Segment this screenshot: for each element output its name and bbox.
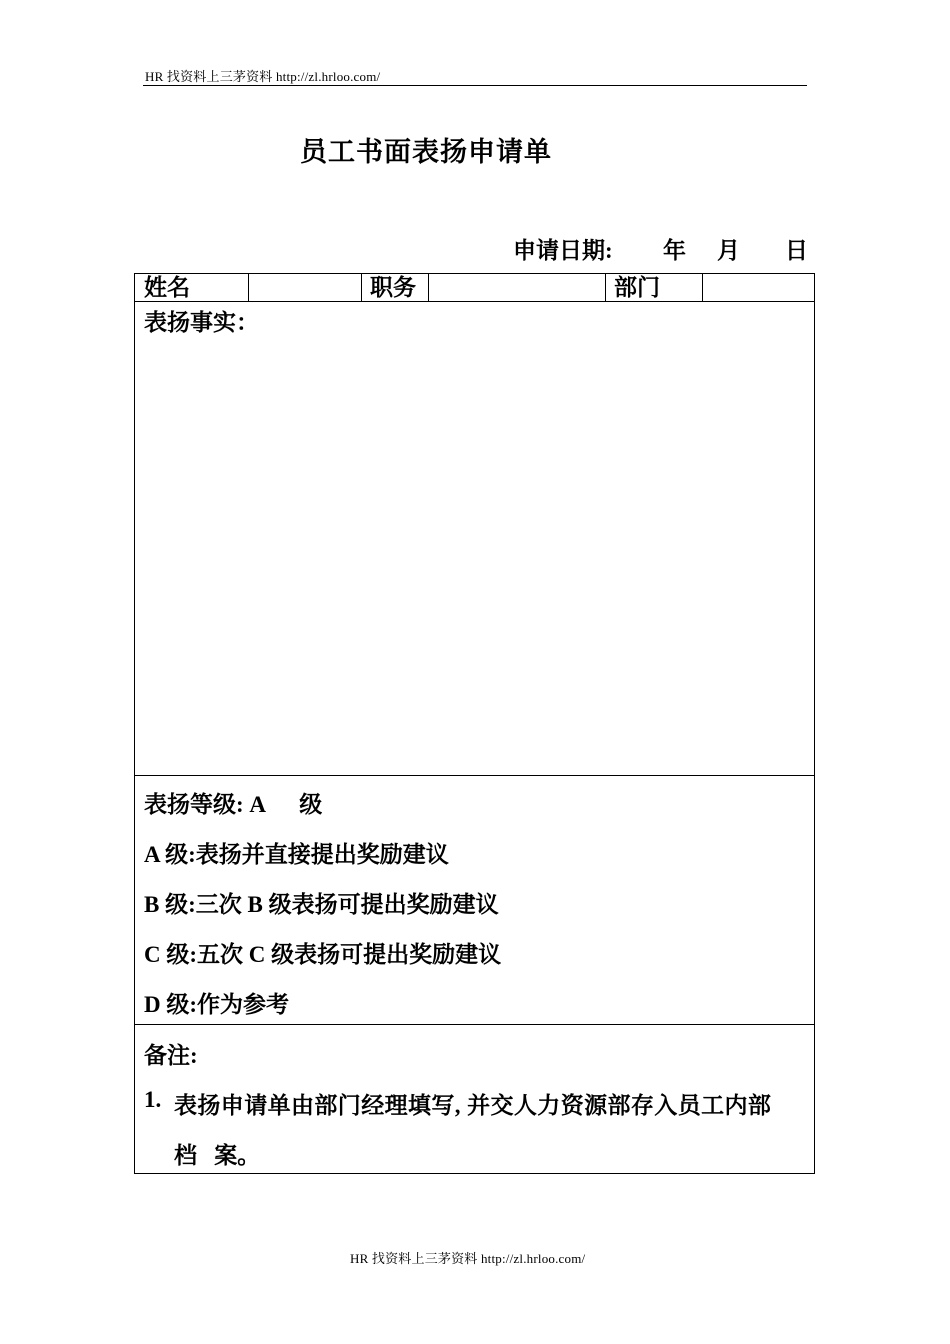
commendation-facts-section[interactable] bbox=[135, 302, 814, 776]
remark-continuation: 档 案。 bbox=[174, 1143, 261, 1168]
remark-text: 表扬申请单由部门经理填写, 并交人力资源部存入员工内部 bbox=[174, 1093, 772, 1118]
department-label: 部门 bbox=[614, 275, 660, 300]
employee-info-row bbox=[135, 274, 814, 302]
year-label: 年 bbox=[663, 238, 686, 263]
page-title: 员工书面表扬申请单 bbox=[300, 137, 552, 167]
position-field[interactable] bbox=[429, 274, 605, 301]
commendation-grade-section bbox=[135, 776, 814, 1025]
day-label: 日 bbox=[785, 238, 808, 263]
page-footer: HR 找资料上三茅资料 http://zl.hrloo.com/ bbox=[350, 1251, 586, 1266]
name-field[interactable] bbox=[249, 274, 361, 301]
name-label: 姓名 bbox=[144, 275, 190, 300]
grade-item-c: C 级:五次 C 级表扬可提出奖励建议 bbox=[144, 942, 502, 967]
department-field[interactable] bbox=[703, 274, 814, 301]
header-divider bbox=[143, 85, 807, 86]
month-label: 月 bbox=[717, 238, 740, 263]
remarks-label: 备注: bbox=[144, 1043, 198, 1068]
grade-item-b: B 级:三次 B 级表扬可提出奖励建议 bbox=[144, 892, 499, 917]
remarks-section bbox=[135, 1025, 814, 1173]
grade-item-d: D 级:作为参考 bbox=[144, 992, 290, 1017]
page-header: HR 找资料上三茅资料 http://zl.hrloo.com/ bbox=[145, 69, 381, 84]
date-label: 申请日期: bbox=[513, 238, 613, 263]
position-label: 职务 bbox=[370, 275, 416, 300]
grade-label: 表扬等级: A 级 bbox=[144, 792, 323, 817]
facts-label: 表扬事实： bbox=[144, 310, 259, 335]
commendation-form-table bbox=[134, 273, 815, 1174]
remark-number: 1. bbox=[144, 1087, 162, 1112]
grade-item-a: A 级:表扬并直接提出奖励建议 bbox=[144, 842, 449, 867]
